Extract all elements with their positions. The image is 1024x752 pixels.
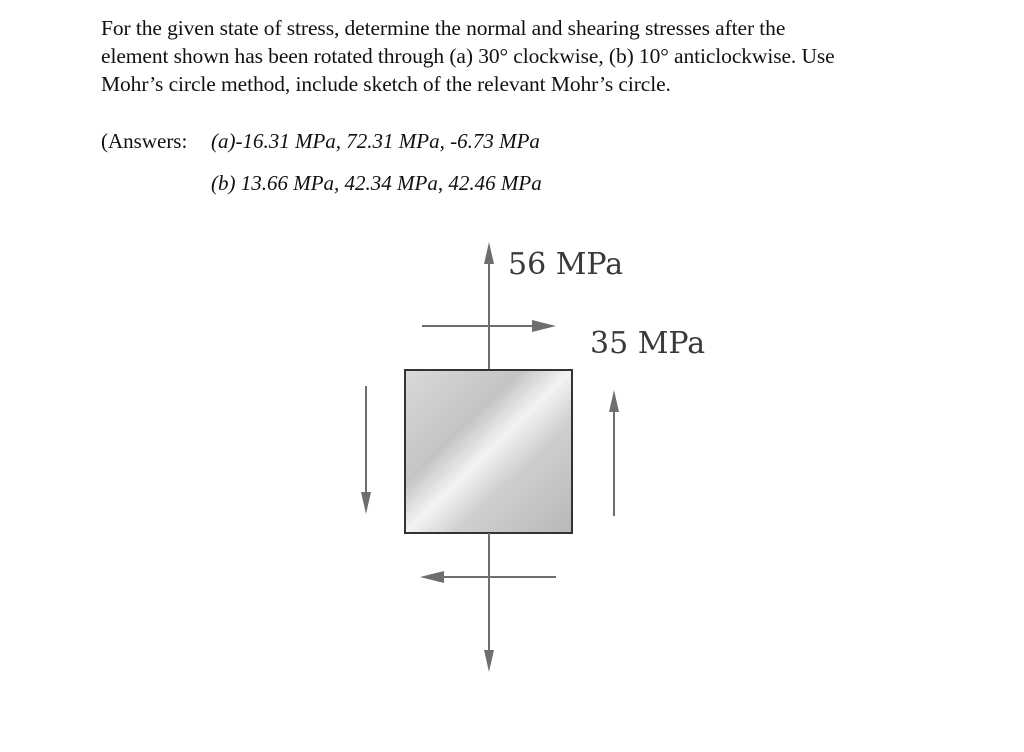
right-shear-arrow-head — [609, 390, 619, 412]
stress-element — [405, 370, 572, 533]
top-shear-arrow-head — [532, 320, 556, 332]
left-shear-arrow-head — [361, 492, 371, 514]
normal-stress-label: 56 MPa — [508, 247, 624, 282]
bottom-shear-arrow-head — [420, 571, 444, 583]
problem-line-1: For the given state of stress, determine the normal and shearing stresses after the — [101, 16, 786, 40]
problem-line-2: element shown has been rotated through (a) 30° clockwise, (b) 10° anticlockwise. Use — [101, 44, 835, 68]
bottom-normal-arrow-head — [484, 650, 494, 672]
answer-b: (b) 13.66 MPa, 42.34 MPa, 42.46 MPa — [211, 171, 542, 195]
answers-label: (Answers: — [101, 129, 188, 153]
answer-a: (a)-16.31 MPa, 72.31 MPa, -6.73 MPa — [211, 129, 540, 153]
top-normal-arrow-head — [484, 242, 494, 264]
problem-line-3: Mohr’s circle method, include sketch of the relevant Mohr’s circle. — [101, 72, 671, 96]
shear-stress-label: 35 MPa — [590, 326, 706, 361]
